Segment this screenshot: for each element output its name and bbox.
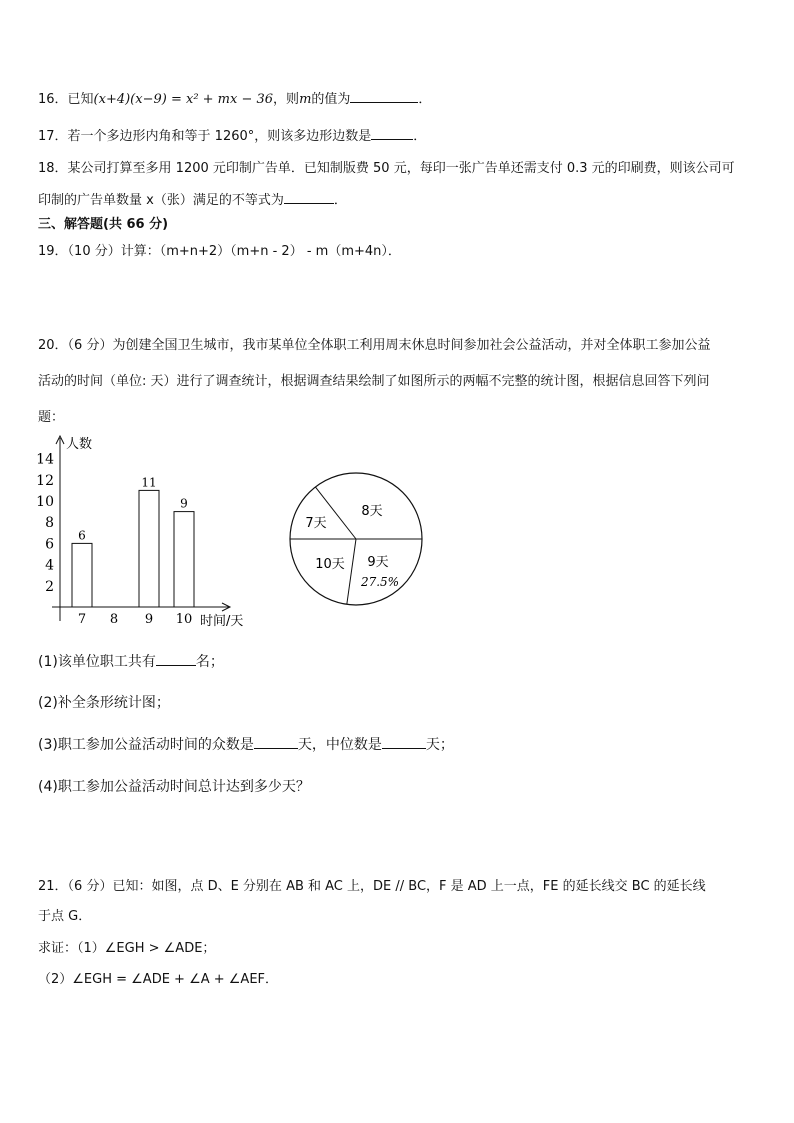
y-tick-label: 14: [36, 451, 54, 468]
q20-sub1: [38, 651, 224, 671]
x-tick-label: 9: [144, 612, 154, 627]
y-tick-label: 4: [45, 557, 54, 574]
q17-end: ．: [413, 129, 427, 144]
q20-sub4: (4)职工参加公益活动时间总计达到多少天？: [38, 779, 310, 795]
q18-answer-blank[interactable]: [284, 190, 334, 204]
q20-sub1-post: 名；: [195, 654, 224, 670]
bar-data-label: 6: [78, 528, 86, 543]
q20-sub1-text: (1)该单位职工共有: [38, 654, 156, 670]
question-21-line2: 于点 G．: [38, 909, 92, 924]
bar-chart: [34, 432, 264, 628]
question-20-line2: 活动的时间（单位: 天）进行了调查统计，根据调查结果绘制了如图所示的两幅不完整的统计图，根据信息回答下列问: [38, 374, 710, 389]
pie-slice-label: 8天: [361, 504, 383, 519]
x-tick-label: 10: [175, 612, 193, 627]
q20-sub3-mode-blank[interactable]: [254, 735, 298, 749]
bar: [174, 512, 194, 607]
q20-sub3-mid: 天，中位数是: [297, 737, 382, 753]
q18-text: 印制的广告单数量 x（张）满足的不等式为: [38, 193, 284, 208]
question-21-proof1: 求证：（1）∠EGH > ∠ADE；: [38, 941, 216, 956]
q16-end: ．: [418, 92, 432, 107]
q16-prefix: 16．已知: [38, 92, 94, 107]
q20-sub3-text: (3)职工参加公益活动时间的众数是: [38, 737, 254, 753]
question-17: [38, 125, 426, 144]
question-18-line2: [38, 189, 347, 208]
question-16: [38, 88, 431, 107]
y-tick-label: 10: [36, 494, 54, 510]
pie-percent-label: 27.5%: [360, 575, 400, 589]
pie-slice-label: 9天: [367, 555, 389, 570]
x-axis-label: 时间/天: [200, 614, 244, 628]
q16-variable: m: [299, 92, 312, 107]
q17-text: 17．若一个多边形内角和等于 1260°，则该多边形边数是: [38, 129, 372, 144]
q20-sub2: (2)补全条形统计图；: [38, 695, 170, 711]
q20-sub1-blank[interactable]: [156, 652, 196, 666]
question-21-line1: 21．（6 分）已知：如图，点 D、E 分别在 AB 和 AC 上，DE // BC，F 是 AD 上一点，FE 的延长线交 BC 的延长线: [38, 879, 706, 894]
x-tick-label: 7: [77, 612, 87, 627]
q17-answer-blank[interactable]: [371, 126, 413, 140]
question-21-proof2: （2）∠EGH = ∠ADE + ∠A + ∠AEF．: [38, 972, 279, 987]
bar: [139, 490, 159, 607]
y-axis-label: 人数: [66, 437, 93, 452]
pie-slice-label: 7天: [305, 516, 327, 531]
bar-data-label: 11: [141, 475, 157, 490]
q16-expression: (x+4)(x−9) = x² + mx − 36: [93, 92, 274, 107]
bar: [72, 543, 92, 607]
y-tick-label: 6: [45, 536, 54, 553]
q18-end: ．: [333, 193, 347, 208]
x-tick-label: 8: [109, 612, 119, 627]
q16-mid: ，则: [273, 92, 300, 107]
y-tick-label: 8: [45, 515, 54, 532]
bar-data-label: 9: [180, 496, 188, 511]
question-20-line1: 20．（6 分）为创建全国卫生城市，我市某单位全体职工利用周末休息时间参加社会公益活动，并对全体职工参加公益: [38, 338, 711, 353]
q20-sub3-post: 天；: [425, 737, 454, 753]
pie-chart: [286, 470, 426, 610]
y-tick-label: 2: [45, 578, 54, 595]
question-18-line1: 18．某公司打算至多用 1200 元印制广告单．已知制版费 50 元，每印一张广告单还需支付 0.3 元的印刷费，则该公司可: [38, 161, 735, 176]
section-3-title: 三、解答题(共 66 分): [38, 217, 169, 232]
q16-suffix: 的值为: [311, 92, 351, 107]
q16-answer-blank[interactable]: [350, 89, 418, 103]
question-20-line3: 题：: [38, 410, 65, 425]
y-tick-label: 12: [36, 472, 54, 489]
q20-sub3: [38, 734, 454, 754]
question-19: 19．（10 分）计算：（m+n+2）（m+n - 2） - m（m+4n）．: [38, 244, 401, 259]
pie-slice-label: 10天: [315, 557, 345, 572]
q20-sub3-median-blank[interactable]: [382, 735, 426, 749]
